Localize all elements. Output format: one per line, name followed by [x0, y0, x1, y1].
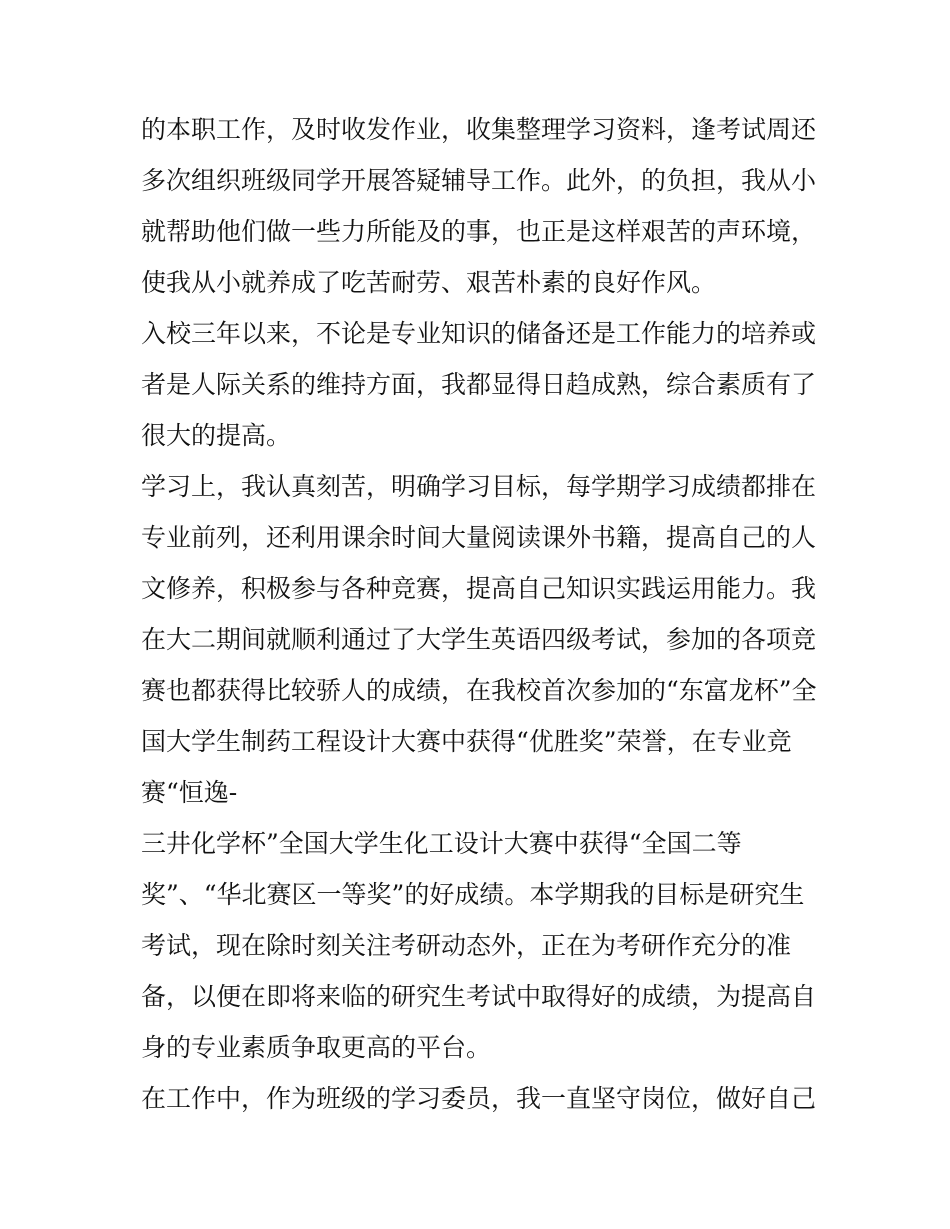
- text-line: 备，以便在即将来临的研究生考试中取得好的成绩，为提高自: [141, 982, 817, 1011]
- text-line: 考试，现在除时刻关注考研动态外，正在为考研作充分的准: [141, 931, 792, 960]
- text-line: 在大二期间就顺利通过了大学生英语四级考试，参加的各项竞: [141, 625, 817, 654]
- text-line: 入校三年以来，不论是专业知识的储备还是工作能力的培养或: [141, 319, 817, 348]
- text-line: 国大学生制药工程设计大赛中获得“优胜奖”荣誉，在专业竞: [141, 727, 792, 756]
- text-line: 赛也都获得比较骄人的成绩，在我校首次参加的“东富龙杯”全: [141, 676, 817, 705]
- text-line: 文修养，积极参与各种竞赛，提高自己知识实践运用能力。我: [141, 574, 817, 603]
- text-line: 者是人际关系的维持方面，我都显得日趋成熟，综合素质有了: [141, 370, 817, 399]
- text-line: 赛“恒逸-: [141, 778, 238, 807]
- text-line: 很大的提高。: [141, 421, 292, 450]
- text-line: 学习上，我认真刻苦，明确学习目标，每学期学习成绩都排在: [141, 472, 817, 501]
- text-line: 三井化学杯”全国大学生化工设计大赛中获得“全国二等: [141, 829, 742, 858]
- text-line: 使我从小就养成了吃苦耐劳、艰苦朴素的良好作风。: [141, 268, 717, 297]
- text-line: 身的专业素质争取更高的平台。: [141, 1033, 492, 1062]
- text-line: 的本职工作，及时收发作业，收集整理学习资料，逢考试周还: [141, 115, 817, 144]
- text-line: 就帮助他们做一些力所能及的事，也正是这样艰苦的声环境，: [141, 217, 817, 246]
- text-line: 专业前列，还利用课余时间大量阅读课外书籍，提高自己的人: [141, 523, 817, 552]
- text-line: 在工作中，作为班级的学习委员，我一直坚守岗位，做好自己: [141, 1084, 817, 1113]
- text-line: 奖”、“华北赛区一等奖”的好成绩。本学期我的目标是研究生: [141, 880, 805, 909]
- text-line: 多次组织班级同学开展答疑辅导工作。此外，的负担，我从小: [141, 166, 817, 195]
- document-body: [141, 104, 821, 1124]
